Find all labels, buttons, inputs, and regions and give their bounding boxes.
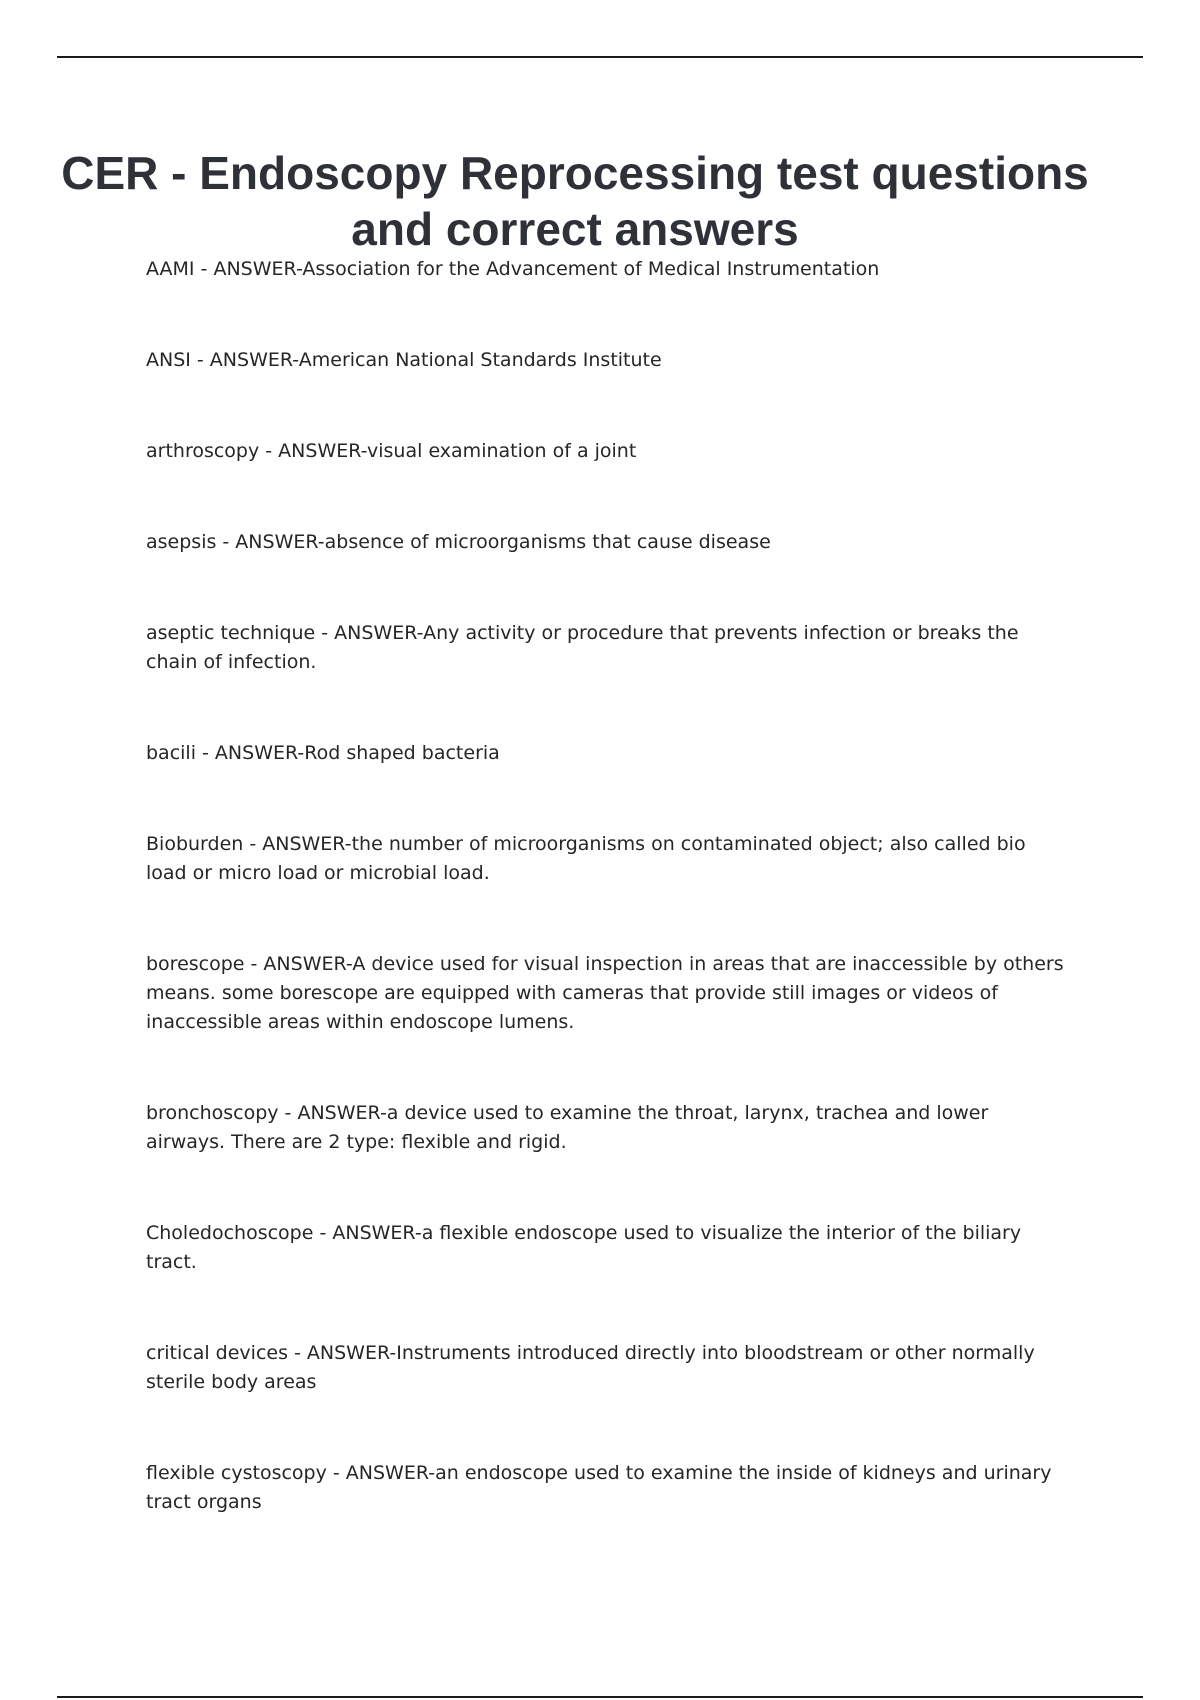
list-item: bronchoscopy - ANSWER-a device used to examine the throat, larynx, trachea and lower airways. There are 2 type: flexible and rigid. [146,1102,989,1153]
list-item: flexible cystoscopy - ANSWER-an endoscope used to examine the inside of kidneys and urinary tract organs [146,1462,1052,1513]
answer-list [146,255,1066,1579]
list-item: ANSI - ANSWER-American National Standards Institute [146,349,662,371]
list-item: aseptic technique - ANSWER-Any activity or procedure that prevents infection or breaks the chain of infection. [146,622,1019,673]
list-item: critical devices - ANSWER-Instruments introduced directly into bloodstream or other normally sterile body areas [146,1342,1035,1393]
list-item: Choledochoscope - ANSWER-a flexible endoscope used to visualize the interior of the biliary tract. [146,1222,1022,1273]
top-rule [57,56,1143,58]
list-item: bacili - ANSWER-Rod shaped bacteria [146,742,500,764]
list-item: Bioburden - ANSWER-the number of microorganisms on contaminated object; also called bio load or micro load or microbial load. [146,833,1026,884]
list-item: AAMI - ANSWER-Association for the Advancement of Medical Instrumentation [146,258,880,280]
list-item: asepsis - ANSWER-absence of microorganisms that cause disease [146,531,771,553]
page-title: CER - Endoscopy Reprocessing test questions and correct answers [61,147,1089,255]
list-item: arthroscopy - ANSWER-visual examination of a joint [146,440,637,462]
bottom-rule [57,1696,1143,1698]
list-item: borescope - ANSWER-A device used for visual inspection in areas that are inaccessible by others means. some borescope are equipped with cameras that provide still images or videos of inaccessible areas within endoscope lumens. [146,953,1064,1033]
